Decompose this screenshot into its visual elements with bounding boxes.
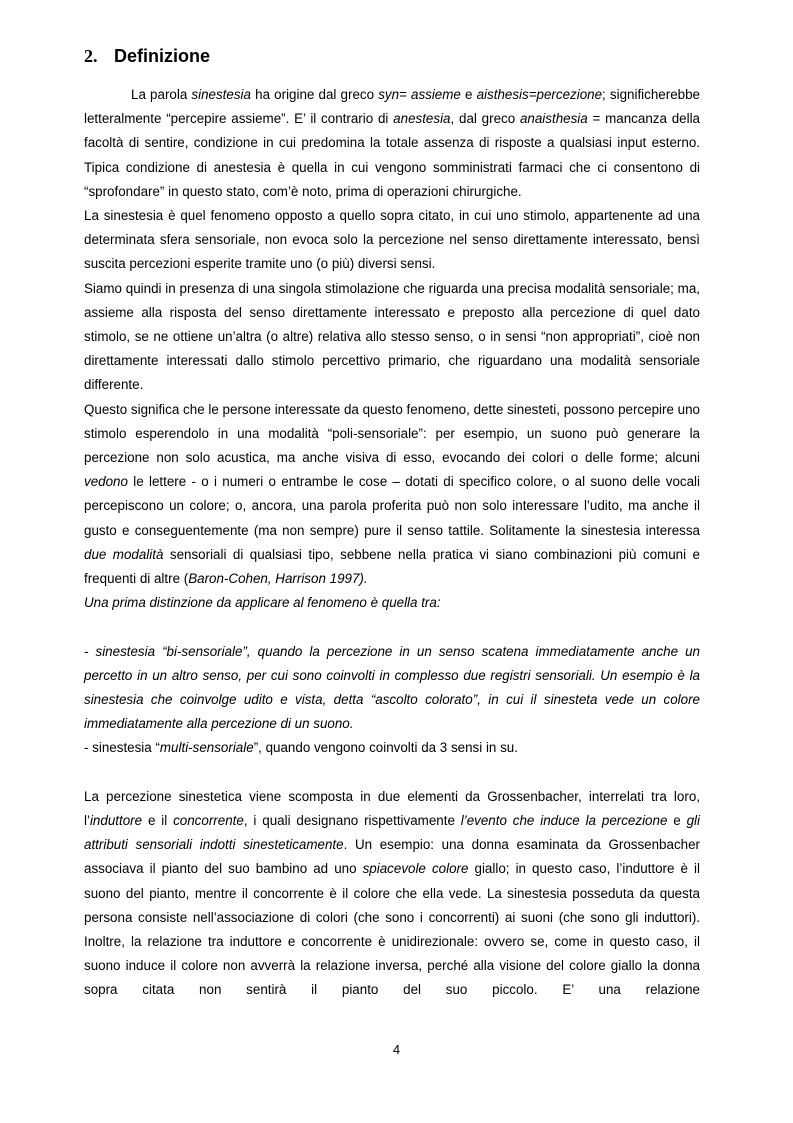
text-run: ”, quando vengono coinvolti da 3 sensi in su. bbox=[253, 740, 518, 756]
italic-term: multi-sensoriale bbox=[159, 740, 254, 756]
list-item-bi-sensoriale bbox=[84, 640, 700, 737]
italic-term: anaisthesia bbox=[519, 111, 588, 127]
text-run: sensoriali di qualsiasi tipo, sebbene nella pratica vi siano combinazioni più comuni e frequenti di altre ( bbox=[84, 546, 700, 587]
section-heading bbox=[84, 46, 210, 67]
italic-sentence: - sinestesia “bi-sensoriale”, quando la percezione in un senso scatena immediatamente anche un percetto in un altro senso, per cui sono coinvolti in complesso due registri sensoriali. Un esempio è la sinestesia che coinvolge udito e vista, detta “ascolto colorato”, in cui il sinesteta vede un colore immediatamente alla percezione di un suono. bbox=[84, 643, 700, 732]
italic-term: aisthesis=percezione bbox=[476, 87, 603, 102]
italic-term: vedono bbox=[84, 474, 128, 490]
italic-term: due modalità bbox=[84, 546, 164, 562]
italic-term: l’evento che induce la percezione bbox=[460, 813, 668, 829]
text-run: e bbox=[667, 813, 687, 829]
italic-term: spiacevole colore bbox=[362, 861, 469, 877]
citation: Baron-Cohen, Harrison 1997). bbox=[188, 571, 368, 587]
text-run: . Un esempio: una donna esaminata da Grossenbacher associava il pianto del suo bambino ad uno bbox=[84, 837, 700, 877]
text-run: le lettere - o i numeri o entrambe le cose – dotati di specifico colore, o al suono delle vocali percepiscono un colore; o, ancora, una parola proferita può non solo interessare l’udito, ma anche il gusto e conseguentemente (ma non sempre) pure il senso tattile. Solitamente la sinestesia interessa bbox=[84, 474, 700, 538]
paragraph-gap bbox=[84, 761, 700, 785]
page-number: 4 bbox=[392, 1042, 401, 1057]
italic-term: sinestesia bbox=[191, 87, 251, 102]
list-item-multi-sensoriale bbox=[84, 736, 700, 760]
italic-term: anestesia bbox=[393, 111, 451, 127]
section-title: Definizione bbox=[114, 46, 211, 66]
paragraph-gap bbox=[84, 615, 700, 639]
text-run: = mancanza della facoltà di sentire, condizione in cui predomina la totale assenza di risposte a qualsiasi input esterno. Tipica condizione di anestesia è quella in cui vengono somministrati farmaci che ci consentono di “sprofondare” in questo stato, com’è noto, prima di operazioni chirurgiche. bbox=[84, 111, 700, 199]
text-run: La parola bbox=[131, 87, 192, 102]
text-run: ha origine dal greco bbox=[250, 87, 379, 102]
paragraph-grossenbacher bbox=[84, 785, 700, 1003]
text-run: giallo; in questo caso, l’induttore è il suono del pianto, mentre il concorrente è il colore che ella vede. La sinestesia posseduta da questa persona consiste nell’associazione di colori (che sono i concorrenti) ai suoni (che sono gli induttori). Inoltre, la relazione tra induttore e concorrente è unidirezionale: ovvero se, come in questo caso, il suono induce il colore non avverrà la relazione inversa, perché alla visione del colore giallo la donna sopra citata non sentirà il pianto del suo piccolo. E’ una relazione bbox=[84, 861, 701, 998]
text-run: Questo significa che le persone interessate da questo fenomeno, dette sinesteti, possono percepire uno stimolo esperendolo in una modalità “poli-sensoriale”: per esempio, un suono può generare la percezione non solo acustica, ma anche visiva di esso, evocando dei colori o delle forme; alcuni bbox=[84, 401, 700, 466]
body-text bbox=[84, 83, 700, 1003]
section-number: 2. bbox=[84, 46, 98, 66]
italic-term: induttore bbox=[89, 813, 143, 829]
paragraph-distinction-intro bbox=[84, 591, 700, 615]
text-run: e bbox=[460, 87, 477, 102]
italic-term: concorrente bbox=[173, 813, 244, 829]
italic-term: syn= assieme bbox=[378, 87, 461, 102]
text-run: - sinestesia “ bbox=[84, 740, 160, 756]
text-run: , dal greco bbox=[450, 111, 520, 127]
paragraph-definition: La sinestesia è quel fenomeno opposto a quello sopra citato, in cui uno stimolo, appartenente ad una determinata sfera sensoriale, non evoca solo la percezione nel senso direttamente interessato, bensì suscita percezioni esperite tramite uno (o più) diversi sensi. bbox=[84, 208, 700, 272]
text-run: e il bbox=[142, 813, 174, 829]
italic-term: gli attributi sensoriali indotti sinesteticamente bbox=[84, 813, 700, 853]
text-run: , i quali designano rispettivamente bbox=[243, 813, 461, 829]
paragraph-etymology bbox=[84, 83, 700, 204]
text-run: ; significherebbe letteralmente “percepire assieme”. E’ il contrario di bbox=[84, 87, 700, 127]
paragraph-stimulation: Siamo quindi in presenza di una singola stimolazione che riguarda una precisa modalità sensoriale; ma, assieme alla risposta del senso direttamente interessato e preposto alla percezione di quel dato stimolo, se ne ottiene un’altra (o altre) relativa allo stesso senso, o in sensi “non appropriati”, cioè non direttamente interessati dallo stimolo percettivo primario, che riguardano una modalità sensoriale differente. bbox=[84, 280, 700, 393]
text-run: La percezione sinestetica viene scomposta in due elementi da Grossenbacher, interrelati tra loro, l’ bbox=[84, 788, 700, 829]
italic-sentence: Una prima distinzione da applicare al fenomeno è quella tra: bbox=[84, 595, 441, 611]
paragraph-synesthetes bbox=[84, 398, 700, 592]
